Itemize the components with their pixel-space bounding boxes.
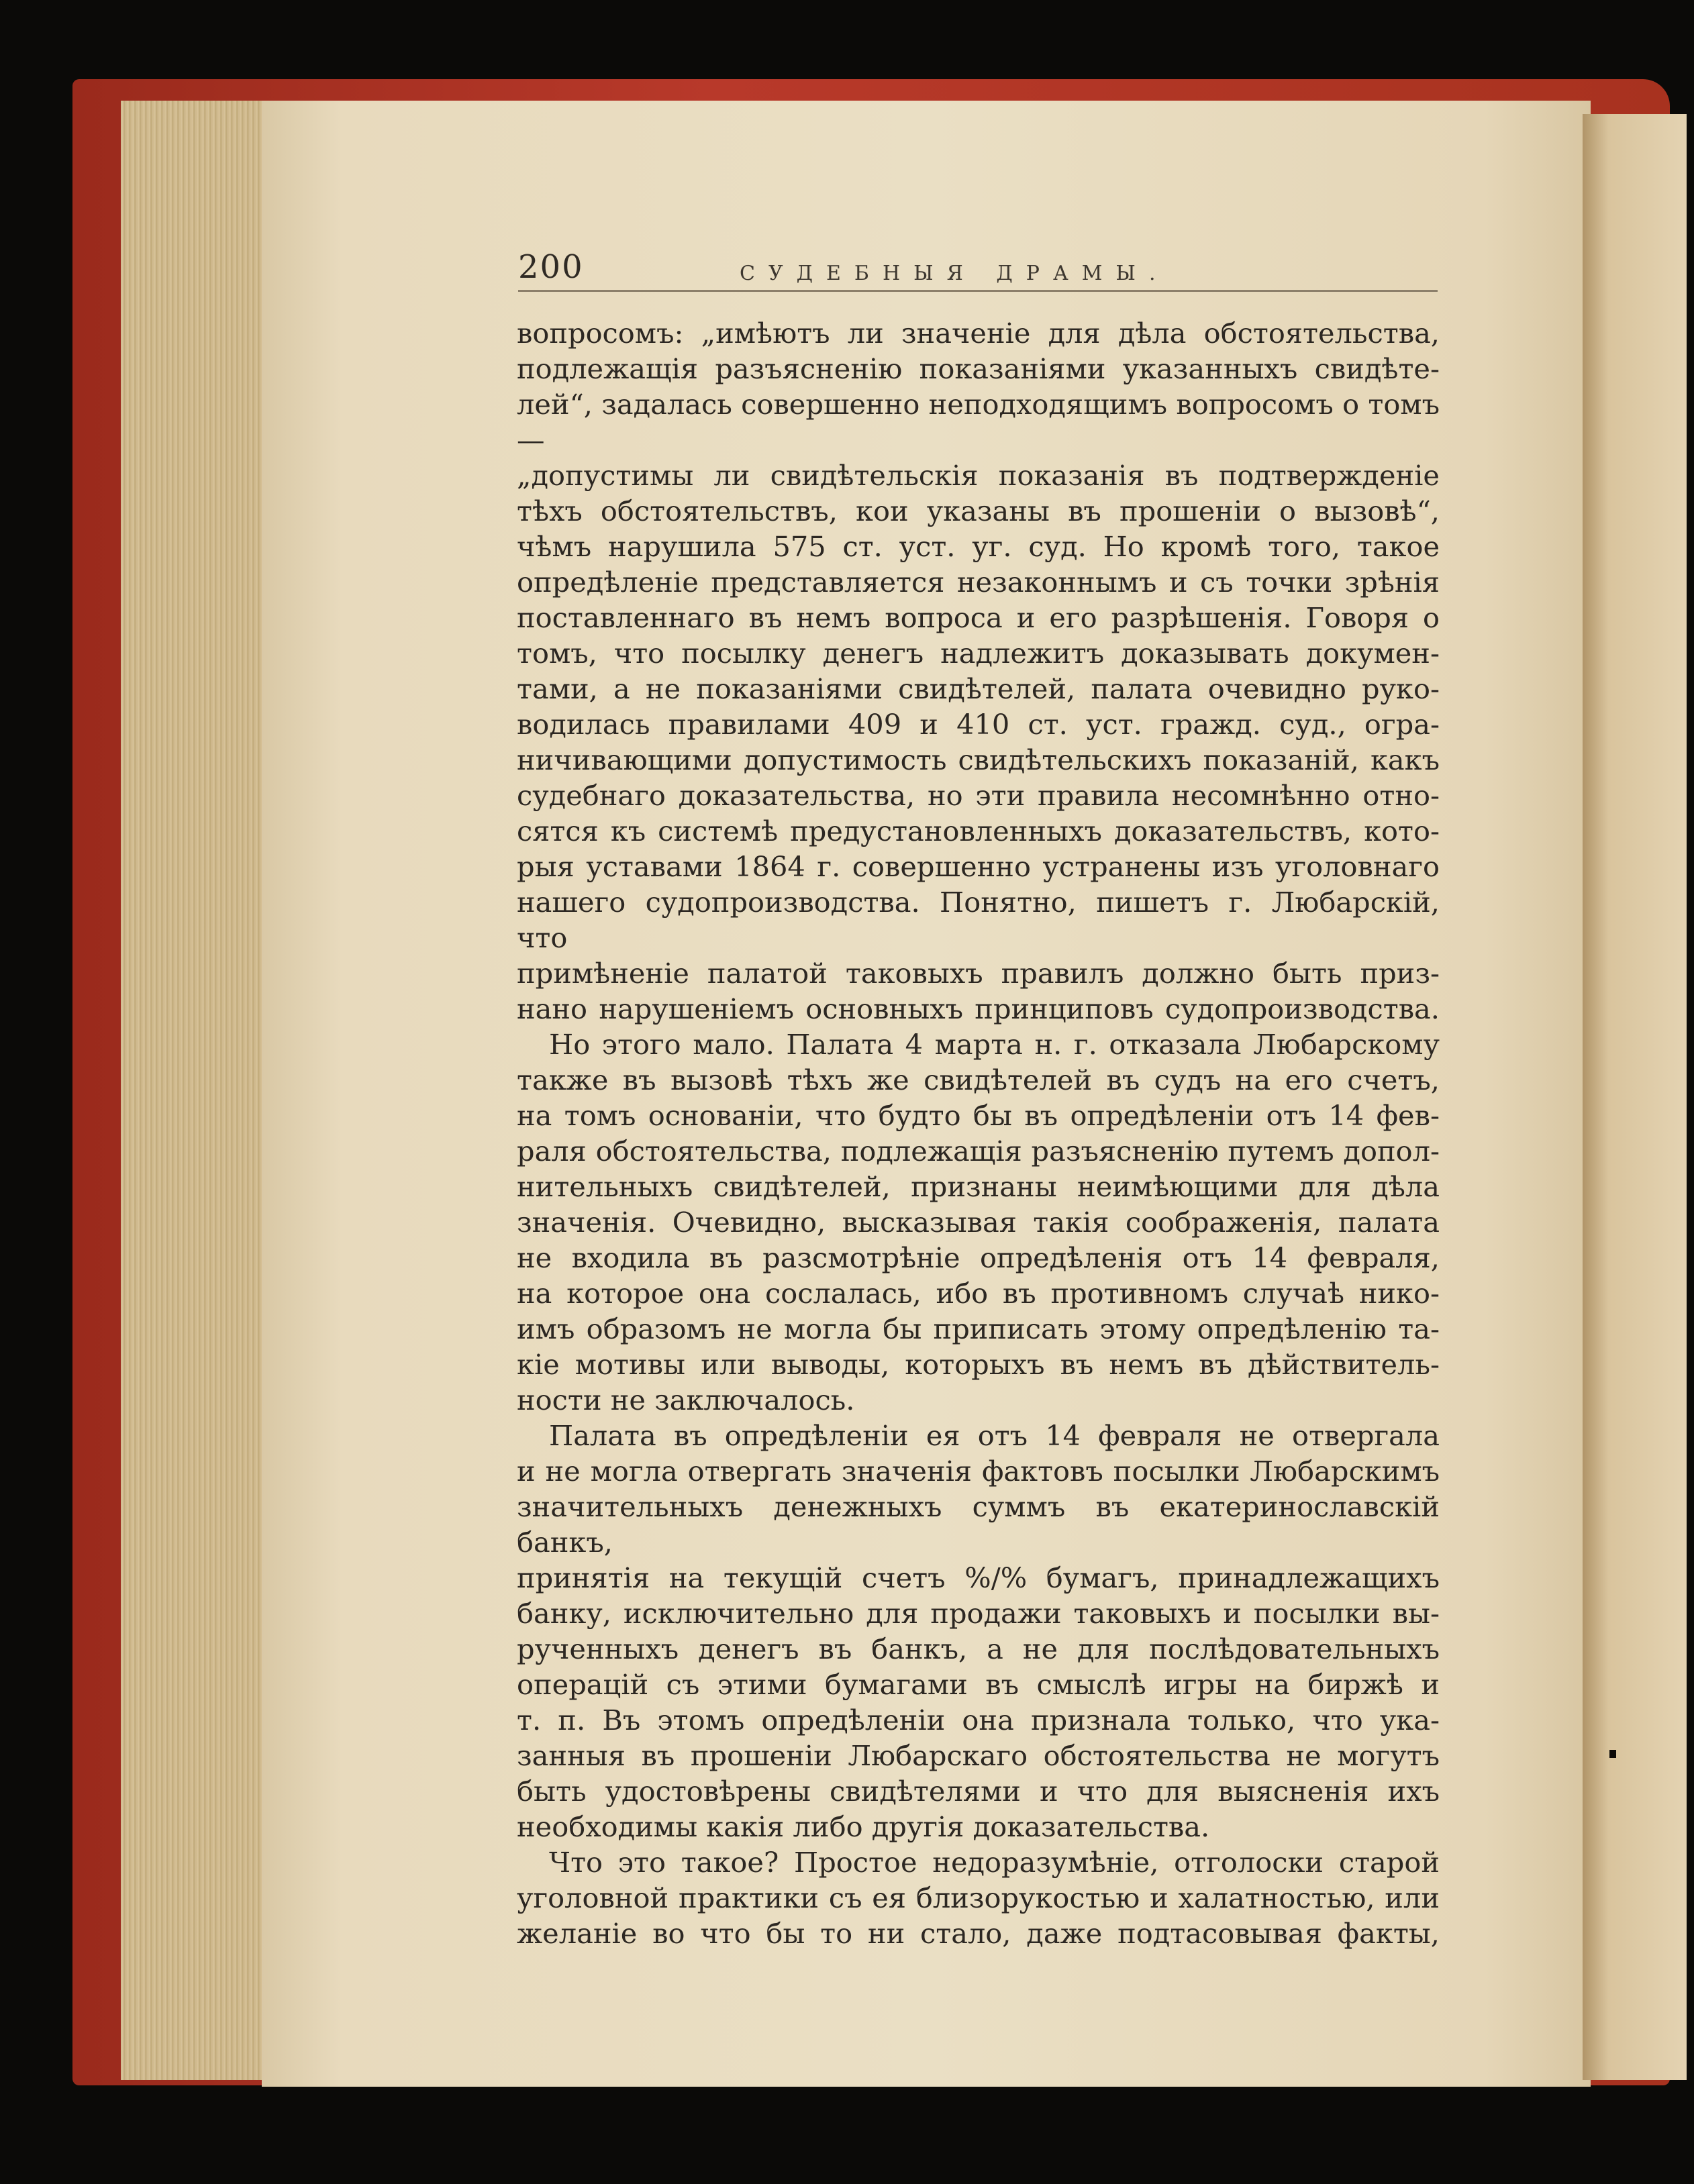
text-line: вопросомъ: „имѣютъ ли значеніе для дѣла обстоятельства, <box>517 317 1440 350</box>
text-line: ничивающими допустимость свидѣтельскихъ показаній, какъ <box>517 743 1440 776</box>
text-line: кіе мотивы или выводы, которыхъ въ немъ въ дѣйствитель- <box>517 1348 1440 1381</box>
text-line: т. п. Въ этомъ опредѣленіи она признала только, что ука- <box>517 1704 1440 1736</box>
text-line: значенія. Очевидно, высказывая такія соображенія, палата <box>517 1206 1440 1239</box>
text-line: тѣхъ обстоятельствъ, кои указаны въ прошеніи о вызовѣ“, <box>517 495 1440 527</box>
text-line: опредѣленіе представляется незаконнымъ и съ точки зрѣнія <box>517 566 1440 599</box>
text-line: необходимы какія либо другія доказательства. <box>517 1810 1210 1843</box>
text-line: занныя въ прошеніи Любарскаго обстоятельства не могутъ <box>517 1739 1440 1772</box>
page-number: 200 <box>518 248 584 286</box>
page-edges <box>121 101 268 2080</box>
ink-mark <box>1609 1750 1616 1758</box>
paragraph-3 <box>517 1418 1440 1844</box>
paragraph-4 <box>517 1844 1440 1951</box>
text-line: желаніе во что бы то ни стало, даже подтасовывая факты, <box>517 1917 1440 1950</box>
text-line: Что это такое? Простое недоразумѣніе, отголоски старой <box>549 1846 1440 1879</box>
body-text <box>517 315 1440 1951</box>
text-line: подлежащія разъясненію показаніями указанныхъ свидѣте- <box>517 352 1440 385</box>
text-line: поставленнаго въ немъ вопроса и его разрѣшенія. Говоря о <box>517 601 1440 634</box>
running-title: СУДЕБНЫЯ ДРАМЫ. <box>740 262 1169 285</box>
text-line: операцій съ этими бумагами въ смыслѣ игры на биржѣ и <box>517 1668 1440 1701</box>
page-header <box>518 243 1438 292</box>
text-line: быть удостовѣрены свидѣтелями и что для выясненія ихъ <box>517 1775 1440 1808</box>
text-line: банку, исключительно для продажи таковыхъ и посылки вы- <box>517 1597 1440 1630</box>
text-line: Палата въ опредѣленіи ея отъ 14 февраля не отвергала <box>549 1419 1440 1452</box>
text-line: не входила въ разсмотрѣніе опредѣленія отъ 14 февраля, <box>517 1241 1440 1274</box>
text-line: Но этого мало. Палата 4 марта н. г. отказала Любарскому <box>549 1028 1440 1061</box>
text-line: также въ вызовѣ тѣхъ же свидѣтелей въ судъ на его счетъ, <box>517 1063 1440 1096</box>
text-line: сятся къ системѣ предустановленныхъ доказательствъ, кото- <box>517 815 1440 847</box>
text-line: рыя уставами 1864 г. совершенно устранены изъ уголовнаго <box>517 850 1440 883</box>
text-line: нашего судопроизводства. Понятно, пишетъ г. Любарскій, что <box>517 886 1440 954</box>
text-line: уголовной практики съ ея близорукостью и халатностью, или <box>517 1881 1440 1914</box>
text-line: тами, а не показаніями свидѣтелей, палата очевидно руко- <box>517 672 1440 705</box>
text-line: рученныхъ денегъ въ банкъ, а не для послѣдовательныхъ <box>517 1632 1440 1665</box>
text-line: на которое она сослалась, ибо въ противномъ случаѣ нико- <box>517 1277 1440 1310</box>
text-line: имъ образомъ не могла бы приписать этому опредѣленію та- <box>517 1312 1440 1345</box>
text-line: ности не заключалось. <box>517 1384 855 1416</box>
paragraph-1 <box>517 315 1440 1027</box>
text-line: раля обстоятельства, подлежащія разъясненію путемъ допол- <box>517 1135 1440 1167</box>
text-line: значительныхъ денежныхъ суммъ въ екатеринославскій банкъ, <box>517 1490 1440 1559</box>
text-line: нано нарушеніемъ основныхъ принциповъ судопроизводства. <box>517 992 1440 1025</box>
text-line: принятія на текущій счетъ %/% бумагъ, принадлежащихъ <box>517 1561 1440 1594</box>
text-line: „допустимы ли свидѣтельскія показанія въ подтвержденіе <box>517 459 1440 492</box>
text-line: на томъ основаніи, что будто бы въ опредѣленіи отъ 14 фев- <box>517 1099 1440 1132</box>
text-line: чѣмъ нарушила 575 ст. уст. уг. суд. Но кромѣ того, такое <box>517 530 1440 563</box>
next-page-edge <box>1583 114 1687 2080</box>
text-line: лей“, задалась совершенно неподходящимъ вопросомъ о томъ — <box>517 388 1440 456</box>
paragraph-2 <box>517 1027 1440 1418</box>
text-line: примѣненіе палатой таковыхъ правилъ должно быть приз- <box>517 957 1440 990</box>
text-line: и не могла отвергать значенія фактовъ посылки Любарскимъ <box>517 1455 1440 1488</box>
text-line: судебнаго доказательства, но эти правила несомнѣнно отно- <box>517 779 1440 812</box>
text-line: томъ, что посылку денегъ надлежитъ доказывать докумен- <box>517 637 1440 670</box>
text-line: нительныхъ свидѣтелей, признаны неимѣющими для дѣла <box>517 1170 1440 1203</box>
text-line: водилась правилами 409 и 410 ст. уст. гражд. суд., огра- <box>517 708 1440 741</box>
